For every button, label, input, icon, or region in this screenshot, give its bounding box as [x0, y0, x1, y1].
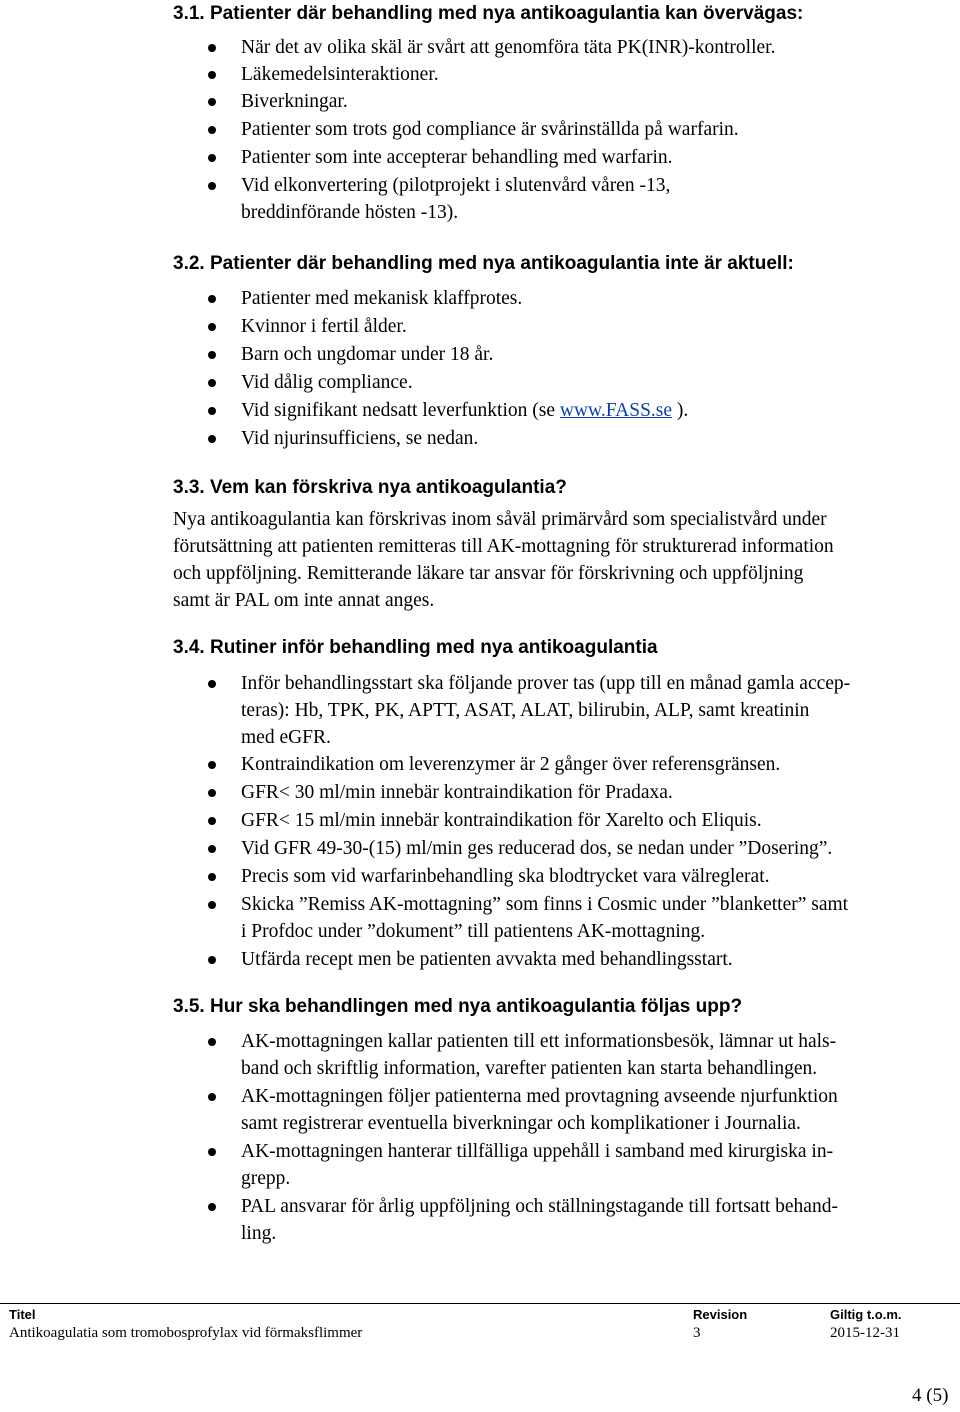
bullet-icon — [208, 98, 216, 106]
footer-title-value: Antikoagulatia som tromobosprofylax vid förmaksflimmer — [9, 1325, 363, 1341]
paragraph-line: samt är PAL om inte annat anges. — [173, 590, 435, 611]
bullet-icon — [208, 1038, 216, 1046]
footer-revision-label: Revision — [693, 1307, 748, 1322]
section-heading-3-3: 3.3. Vem kan förskriva nya antikoagulantia? — [173, 477, 567, 498]
list-item-text: Kvinnor i fertil ålder. — [241, 316, 407, 337]
list-item-text: PAL ansvarar för årlig uppföljning och ställningstagande till fortsatt behand- — [241, 1196, 838, 1217]
footer-divider — [0, 1303, 960, 1304]
bullet-icon — [208, 1093, 216, 1101]
list-item-text: Biverkningar. — [241, 91, 348, 112]
bullet-icon — [208, 680, 216, 688]
bullet-icon — [208, 435, 216, 443]
bullet-icon — [208, 126, 216, 134]
section-heading-3-1: 3.1. Patienter där behandling med nya antikoagulantia kan övervägas: — [173, 3, 804, 24]
list-item-text: Patienter med mekanisk klaffprotes. — [241, 288, 523, 309]
bullet-icon — [208, 1203, 216, 1211]
fass-link[interactable]: www.FASS.se — [559, 400, 673, 421]
list-item-text: samt registrerar eventuella biverkningar och komplikationer i Journalia. — [241, 1113, 801, 1134]
list-item-text — [241, 397, 688, 424]
list-item-text-before-link: Vid signifikant nedsatt leverfunktion (se — [241, 400, 560, 421]
bullet-icon — [208, 351, 216, 359]
bullet-icon — [208, 379, 216, 387]
list-item-text: Inför behandlingsstart ska följande prover tas (upp till en månad gamla accep- — [241, 673, 851, 694]
bullet-icon — [208, 71, 216, 79]
list-item-text: När det av olika skäl är svårt att genomföra täta PK(INR)-kontroller. — [241, 37, 776, 58]
bullet-icon — [208, 44, 216, 52]
section-heading-3-5: 3.5. Hur ska behandlingen med nya antikoagulantia följas upp? — [173, 996, 743, 1017]
list-item-text: i Profdoc under ”dokument” till patientens AK-mottagning. — [241, 921, 706, 942]
list-item-text: teras): Hb, TPK, PK, APTT, ASAT, ALAT, bilirubin, ALP, samt kreatinin — [241, 700, 810, 721]
list-item-text: Patienter som inte accepterar behandling med warfarin. — [241, 147, 673, 168]
list-item-text: Vid GFR 49-30-(15) ml/min ges reducerad dos, se nedan under ”Dosering”. — [241, 838, 833, 859]
bullet-icon — [208, 182, 216, 190]
list-item-text: grepp. — [241, 1168, 291, 1189]
paragraph-line: Nya antikoagulantia kan förskrivas inom såväl primärvård som specialistvård under — [173, 509, 827, 530]
list-item-text: Skicka ”Remiss AK-mottagning” som finns i Cosmic under ”blanketter” samt — [241, 894, 849, 915]
bullet-icon — [208, 845, 216, 853]
bullet-icon — [208, 154, 216, 162]
section-heading-3-2: 3.2. Patienter där behandling med nya antikoagulantia inte är aktuell: — [173, 253, 794, 274]
paragraph-line: och uppföljning. Remitterande läkare tar ansvar för förskrivning och uppföljning — [173, 563, 804, 584]
list-item-text: Barn och ungdomar under 18 år. — [241, 344, 494, 365]
list-item-text: ling. — [241, 1223, 277, 1244]
bullet-icon — [208, 1148, 216, 1156]
list-item-text: Läkemedelsinteraktioner. — [241, 64, 439, 85]
list-item-text: Vid elkonvertering (pilotprojekt i slutenvård våren -13, — [241, 175, 671, 196]
bullet-icon — [208, 873, 216, 881]
bullet-icon — [208, 817, 216, 825]
list-item-text: Patienter som trots god compliance är svårinställda på warfarin. — [241, 119, 739, 140]
footer-title-label: Titel — [9, 1307, 36, 1322]
list-item-text: GFR< 30 ml/min innebär kontraindikation för Pradaxa. — [241, 782, 673, 803]
list-item-text: band och skriftlig information, varefter patienten kan starta behandlingen. — [241, 1058, 818, 1079]
footer-valid-label: Giltig t.o.m. — [830, 1307, 902, 1322]
bullet-icon — [208, 761, 216, 769]
bullet-icon — [208, 407, 216, 415]
list-item-text: AK-mottagningen kallar patienten till ett informationsbesök, lämnar ut hals- — [241, 1031, 837, 1052]
list-item-text: Vid dålig compliance. — [241, 372, 413, 393]
bullet-icon — [208, 789, 216, 797]
list-item-text: Kontraindikation om leverenzymer är 2 gånger över referensgränsen. — [241, 754, 781, 775]
paragraph-line: förutsättning att patienten remitteras till AK-mottagning för strukturerad information — [173, 536, 834, 557]
bullet-icon — [208, 901, 216, 909]
list-item-text: breddinförande hösten -13). — [241, 202, 459, 223]
list-item-text: Utfärda recept men be patienten avvakta med behandlingsstart. — [241, 949, 733, 970]
list-item-text: GFR< 15 ml/min innebär kontraindikation för Xarelto och Eliquis. — [241, 810, 762, 831]
list-item-text: med eGFR. — [241, 727, 331, 748]
list-item-text-after-link: ). — [672, 400, 689, 421]
page-number: 4 (5) — [912, 1385, 949, 1406]
bullet-icon — [208, 323, 216, 331]
footer-valid-value: 2015-12-31 — [830, 1325, 900, 1341]
list-item-text: AK-mottagningen följer patienterna med provtagning avseende njurfunktion — [241, 1086, 838, 1107]
bullet-icon — [208, 295, 216, 303]
bullet-icon — [208, 956, 216, 964]
footer-revision-value: 3 — [693, 1325, 701, 1341]
list-item-text: Precis som vid warfarinbehandling ska blodtrycket vara välreglerat. — [241, 866, 770, 887]
list-item-text: Vid njurinsufficiens, se nedan. — [241, 428, 479, 449]
section-heading-3-4: 3.4. Rutiner inför behandling med nya antikoagulantia — [173, 637, 658, 658]
list-item-text: AK-mottagningen hanterar tillfälliga uppehåll i samband med kirurgiska in- — [241, 1141, 834, 1162]
